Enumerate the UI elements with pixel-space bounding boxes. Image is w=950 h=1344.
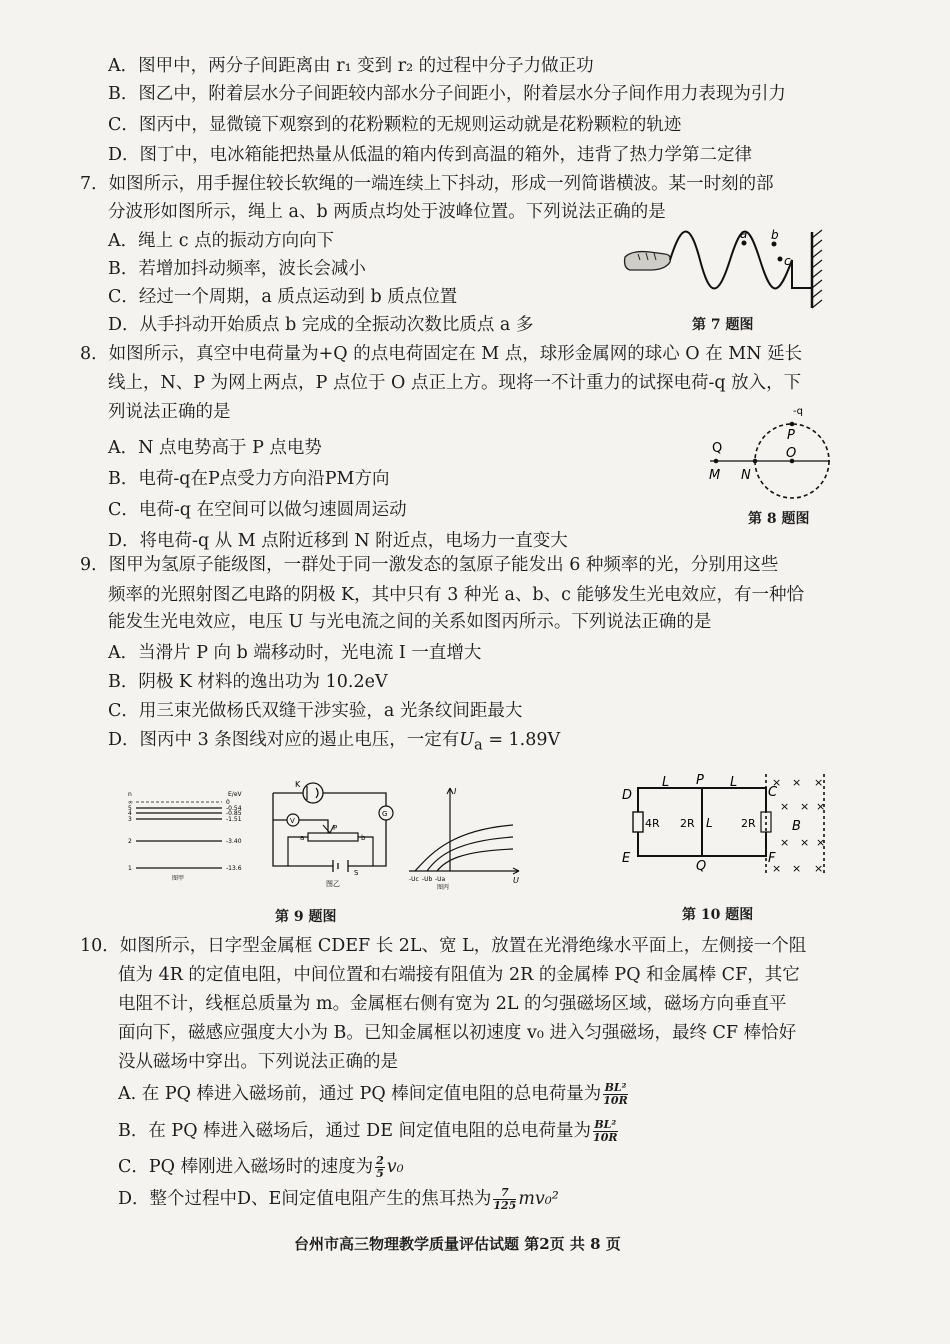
q6-option-b: B．图乙中，附着层水分子间距较内部水分子间距小，附着层水分子间作用力表现为引力 <box>108 84 786 104</box>
q8-stem-line1: 8．如图所示，真空中电荷量为+Q 的点电荷固定在 M 点，球形金属网的球心 O 在 MN 延长 <box>80 344 803 364</box>
q10-option-d-mv0: mv₀² <box>518 1189 559 1209</box>
q7-wave-figure <box>620 227 830 310</box>
q9-option-a: A．当滑片 P 向 b 端移动时，光电流 I 一直增大 <box>108 643 482 663</box>
label-K: K <box>295 780 301 789</box>
label-fig-jia: 图甲 <box>172 875 185 882</box>
energy-level-value: -1.51 <box>226 816 242 823</box>
svg-text:×: × <box>792 776 802 789</box>
q8-stem-line3: 列说法正确的是 <box>108 402 231 422</box>
q10-option-c-fraction: $\frac{2}{5}$ <box>376 1154 384 1180</box>
q10-option-b-fraction: $\frac{\text{BL²}}{10R}$ <box>593 1118 618 1144</box>
point-b <box>772 242 777 247</box>
q10-frame-figure <box>620 772 835 880</box>
energy-level-value: -0.54 <box>226 805 242 812</box>
energy-header-n: n <box>128 791 132 798</box>
label-minus-q: -q <box>793 406 803 417</box>
svg-text:×: × <box>816 800 826 813</box>
label-V: V <box>290 817 295 825</box>
label-S: S <box>354 869 359 877</box>
energy-level-n: 3 <box>128 816 132 823</box>
label-a: a <box>740 227 748 241</box>
q7-option-d: D．从手抖动开始质点 b 完成的全振动次数比质点 a 多 <box>108 315 534 335</box>
q6-option-d: D．图丁中，电冰箱能把热量从低温的箱内传到高温的箱外，违背了热力学第二定律 <box>108 145 753 165</box>
label-a-end: a <box>300 834 305 842</box>
label-U: U <box>513 876 519 885</box>
label-2R-mid: 2R <box>680 817 695 830</box>
q9-energy-level-diagram <box>122 792 242 887</box>
q9-option-d <box>108 728 560 758</box>
q10-option-d-text: D．整个过程中D、E间定值电阻产生的焦耳热为 <box>118 1189 492 1209</box>
label-P: P <box>696 773 704 788</box>
resistor-4r <box>633 812 643 832</box>
q10-stem-line2: 值为 4R 的定值电阻，中间位置和右端接有阻值为 2R 的金属棒 PQ 和金属棒 CF，其它 <box>118 965 800 985</box>
q7-stem-line1: 7．如图所示，用手握住较长软绳的一端连续上下抖动，形成一列简谐横波。某一时刻的部 <box>80 174 774 194</box>
svg-text:×: × <box>780 800 790 813</box>
rheostat <box>308 833 358 841</box>
svg-text:×: × <box>816 836 826 849</box>
q8-stem-line2: 线上，N、P 为网上两点，P 点位于 O 点正上方。现将一不计重力的试探电荷-q 放入，下 <box>108 373 802 393</box>
q8-option-a: A．N 点电势高于 P 点电势 <box>108 438 322 458</box>
label-4R: 4R <box>645 817 660 830</box>
stop-label-c: -Uc <box>409 876 419 883</box>
svg-text:×: × <box>814 776 824 789</box>
energy-level-n: ∞ <box>128 799 133 806</box>
label-L-left: L <box>662 775 670 790</box>
energy-level-n: 5 <box>128 805 132 812</box>
label-2R-right: 2R <box>741 817 756 830</box>
q10-option-a <box>118 1082 630 1107</box>
q7-stem-line2: 分波形如图所示，绳上 a、b 两质点均处于波峰位置。下列说法正确的是 <box>108 202 666 222</box>
svg-text:×: × <box>800 800 810 813</box>
svg-text:×: × <box>792 862 802 875</box>
q9-option-b: B．阴极 K 材料的逸出功为 10.2eV <box>108 672 388 692</box>
svg-text:×: × <box>780 836 790 849</box>
label-L-mid: L <box>706 816 713 830</box>
q10-option-d-fraction: $\frac{7}{125}$ <box>493 1186 517 1212</box>
q6-option-a: A．图甲中，两分子间距离由 r₁ 变到 r₂ 的过程中分子力做正功 <box>108 56 594 76</box>
label-Q: Q <box>712 441 723 456</box>
hand-icon <box>625 252 671 270</box>
q7-caption: 第 7 题图 <box>692 317 754 333</box>
label-c: c <box>784 254 791 268</box>
q9-photoelectric-circuit <box>268 778 403 890</box>
label-C: C <box>768 785 778 800</box>
q8-option-d: D．将电荷-q 从 M 点附近移到 N 附近点，电场力一直变大 <box>108 531 568 551</box>
q10-stem-line4: 面向下，磁感应强度大小为 B。已知金属框以初速度 v₀ 进入匀强磁场，最终 CF 棒恰好 <box>118 1023 797 1043</box>
svg-text:×: × <box>772 862 782 875</box>
label-Q: Q <box>696 859 707 874</box>
label-I: I <box>454 787 457 796</box>
q10-caption: 第 10 题图 <box>682 907 754 923</box>
q10-option-c-text: C．PQ 棒刚进入磁场时的速度为 <box>118 1157 374 1177</box>
q10-option-c <box>118 1155 404 1180</box>
phototube <box>303 783 323 803</box>
label-N: N <box>741 468 751 483</box>
q7-option-b: B．若增加抖动频率，波长会减小 <box>108 259 366 279</box>
q9-caption: 第 9 题图 <box>275 909 337 925</box>
energy-level-value: -3.40 <box>226 838 242 845</box>
q10-option-a-text: A. 在 PQ 棒进入磁场前，通过 PQ 棒间定值电阻的总电荷量为 <box>118 1084 602 1104</box>
label-fig-bing: 图丙 <box>437 884 450 891</box>
q10-option-b <box>118 1119 620 1144</box>
label-D: D <box>622 788 633 803</box>
label-G: G <box>382 810 388 818</box>
label-M: M <box>709 468 721 483</box>
q7-option-a: A．绳上 c 点的振动方向向下 <box>108 231 335 251</box>
energy-level-value: 0 <box>226 799 230 806</box>
q8-option-b: B．电荷-q在P点受力方向沿PM方向 <box>108 469 390 489</box>
svg-text:×: × <box>772 776 782 789</box>
energy-header-E: E/eV <box>228 791 242 798</box>
q10-option-c-v0: v₀ <box>386 1157 404 1177</box>
label-L-right: L <box>730 775 738 790</box>
svg-text:×: × <box>814 862 824 875</box>
energy-level-value: -13.6 <box>226 865 242 872</box>
q8-option-c: C．电荷-q 在空间可以做匀速圆周运动 <box>108 500 407 520</box>
q9-voltage-value: = 1.89V <box>482 730 561 750</box>
curve-c <box>415 825 513 871</box>
q10-option-b-text: B．在 PQ 棒进入磁场后，通过 DE 间定值电阻的总电荷量为 <box>118 1121 592 1141</box>
label-P: P <box>787 428 795 443</box>
q10-stem-line1: 10．如图所示，日字型金属框 CDEF 长 2L、宽 L，放置在光滑绝缘水平面上，左侧接一个阻 <box>80 936 807 956</box>
label-P: P <box>333 824 338 832</box>
label-E: E <box>622 851 631 866</box>
label-O: O <box>786 446 797 461</box>
q9-voltage-symbol: U <box>459 730 475 750</box>
point-a <box>742 241 747 246</box>
q10-option-d <box>118 1187 559 1212</box>
stop-label-b: -Ub <box>422 876 433 883</box>
q9-stem-line2: 频率的光照射图乙电路的阴极 K，其中只有 3 种光 a、b、c 能够发生光电效应，有一种恰 <box>108 585 804 605</box>
q9-stem-line3: 能发生光电效应，电压 U 与光电流之间的关系如图丙所示。下列说法正确的是 <box>108 612 712 632</box>
energy-level-n: 1 <box>128 865 132 872</box>
q10-option-a-fraction: $\frac{\text{BL²}}{10R}$ <box>603 1081 628 1107</box>
label-F: F <box>768 851 776 866</box>
point-c <box>778 257 783 262</box>
page-footer: 台州市高三物理教学质量评估试题 第2页 共 8 页 <box>294 1235 621 1253</box>
energy-level-n: 4 <box>128 810 132 817</box>
q9-voltage-subscript: a <box>474 736 483 754</box>
q8-sphere-figure <box>700 405 840 509</box>
q9-option-c: C．用三束光做杨氏双缝干涉实验，a 光条纹间距最大 <box>108 701 523 721</box>
svg-text:×: × <box>800 836 810 849</box>
q8-caption: 第 8 题图 <box>748 511 810 527</box>
q10-stem-line3: 电阻不计，线框总质量为 m。金属框右侧有宽为 2L 的匀强磁场区域，磁场方向垂直平 <box>118 994 787 1014</box>
label-fig-yi: 图乙 <box>326 880 340 888</box>
q9-iu-graph <box>405 785 525 890</box>
energy-level-n: 2 <box>128 838 132 845</box>
q9-option-d-text: D．图丙中 3 条图线对应的遏止电压，一定有 <box>108 730 460 750</box>
q6-option-c: C．图丙中，显微镜下观察到的花粉颗粒的无规则运动就是花粉颗粒的轨迹 <box>108 115 682 135</box>
label-B: B <box>792 819 801 834</box>
label-b-end: b <box>361 834 366 842</box>
q7-option-c: C．经过一个周期，a 质点运动到 b 质点位置 <box>108 287 458 307</box>
energy-level-value: -0.85 <box>226 810 242 817</box>
q10-stem-line5: 没从磁场中穿出。下列说法正确的是 <box>118 1052 398 1072</box>
q9-stem-line1: 9．图甲为氢原子能级图，一群处于同一激发态的氢原子能发出 6 种频率的光，分别用这些 <box>80 555 779 575</box>
stop-label-a: -Ua <box>435 876 446 883</box>
label-b: b <box>771 228 779 242</box>
